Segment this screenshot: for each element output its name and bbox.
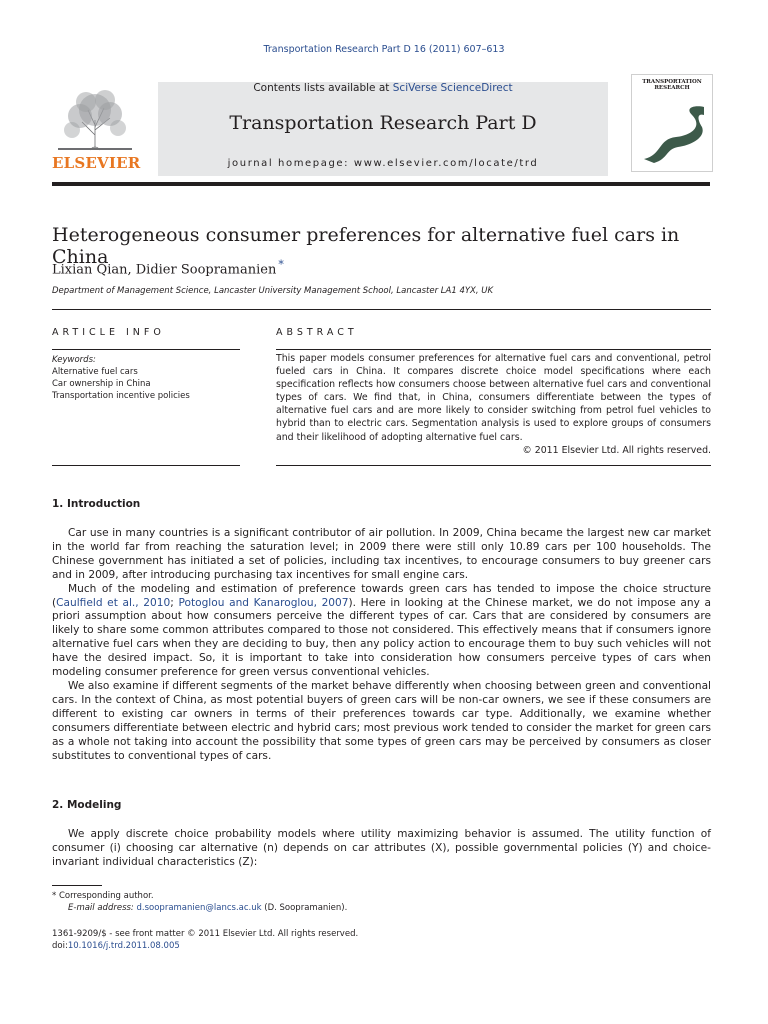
contents-availability-line [158, 82, 608, 94]
footnote-rule [52, 885, 102, 886]
citation-link[interactable]: Potoglou and Kanaroglou, 2007 [178, 596, 349, 609]
journal-cover-thumbnail [631, 74, 713, 172]
paragraph [52, 583, 711, 680]
abstract-text: This paper models consumer preferences for alternative fuel cars and conventional, petrol fueled cars in China. It compares discrete choice model specifications where each specification reflects how consumers choose between alternative fuel cars and conventional types of cars. We find that, in China, consumers differentiate between the types of alternative fuel cars and are more likely to consider switching from petrol fuel vehicles to hybrid than to electric cars. Segmentation analysis is used to explore groups of consumers and their likelihood of adopting alternative fuel cars. [276, 353, 711, 443]
cover-road-graphic [632, 75, 712, 171]
section-heading-modeling: 2. Modeling [52, 799, 122, 811]
keywords-block [52, 354, 240, 402]
doi-link[interactable]: 10.1016/j.trd.2011.08.005 [67, 941, 180, 951]
keyword-item: Alternative fuel cars [52, 367, 138, 377]
corresponding-author-mark[interactable]: * [278, 258, 284, 271]
article-info-bottom-rule [52, 465, 240, 466]
paragraph: We also examine if different segments of the market behave differently when choosing between green and conventional cars. In the context of China, as most potential buyers of green cars will be non-car owners, we see if these consumers are different to existing car owners in terms of their preferences towards car type. Additionally, we examine whether consumers differentiate between electric and hybrid cars; most previous work tended to consider the market for green cars as a whole not taking into account the possibility that some types of green cars may be perceived by consumers as closer substitutes to conventional types of cars. [52, 679, 711, 762]
contents-prefix: Contents lists available at [253, 82, 393, 94]
doi-line [52, 940, 711, 952]
cover-title: TRANSPORTATION RESEARCH [642, 79, 702, 91]
footnote-corresponding-text: Corresponding author. [58, 891, 154, 901]
email-label: E-mail address: [68, 903, 137, 913]
sciencedirect-link[interactable]: SciVerse ScienceDirect [392, 82, 513, 94]
abstract-block [276, 352, 711, 457]
keyword-item: Transportation incentive policies [52, 391, 190, 401]
abstract-label: ABSTRACT [276, 327, 358, 338]
article-title: Heterogeneous consumer preferences for alternative fuel cars in China [52, 224, 680, 268]
email-link[interactable]: d.soopramanien@lancs.ac.uk [136, 903, 262, 913]
journal-title: Transportation Research Part D [229, 112, 537, 134]
header-rule [52, 182, 710, 186]
footnote-mark: * [52, 891, 57, 901]
author-affiliation: Department of Management Science, Lancaster University Management School, Lancaster LA1 4YX, UK [52, 286, 494, 296]
paragraph: We apply discrete choice probability models where utility maximizing behavior is assumed. The utility function of consumer (i) choosing car alternative (n) depends on car attributes (X), possible governmental policies (Y) and choice-invariant individual characteristics (Z): [52, 828, 711, 868]
introduction-body [52, 527, 711, 763]
section-heading-introduction: 1. Introduction [52, 498, 141, 510]
email-suffix: (D. Soopramanien). [261, 903, 348, 913]
keywords-title: Keywords: [52, 355, 96, 365]
citation-link[interactable]: Caulfield et al., 2010 [56, 596, 171, 609]
article-info-rule [52, 349, 240, 350]
authors-text: Lixian Qian, Didier Soopramanien [52, 262, 277, 278]
publisher-wordmark: ELSEVIER [52, 154, 141, 172]
paragraph: Car use in many countries is a significant contributor of air pollution. In 2009, China became the largest new car market in the world far from reaching the saturation level; in 2009 there were still only 10.89 cars per 100 households. The Chinese government has initiated a set of policies, including tax incentives, to encourage consumers to buy greener cars and in 2009, after introducing purchasing tax incentives for small engine cars. [52, 527, 711, 581]
journal-homepage[interactable]: journal homepage: www.elsevier.com/locate/trd [227, 158, 539, 169]
citation-separator: ; [170, 596, 179, 609]
author-list [52, 258, 284, 277]
footnote-corresponding [52, 890, 711, 902]
paragraph-text: ). Here in looking at the Chinese market, we do not impose any a priori assumption about how consumers perceive the different types of car. Cars that are considered by consumers are likely to share some common attributes compared to those not considered. This effectively means that if consumers ignore alternative fuel cars when they are deciding to buy, then any policy action to encourage them to buy such vehicles will not have the desired impact. So, it is important to take into consideration how consumers perceive types of cars when modeling consumer preference for green versus conventional vehicles. [52, 596, 711, 679]
paragraph-text: Much of the modeling and estimation of preference towards green cars has tended to impose the choice structure ( [52, 582, 711, 609]
footnote-block [52, 890, 711, 914]
abstract-rule [276, 349, 711, 350]
modeling-body [52, 828, 711, 870]
footnote-email [52, 902, 711, 914]
title-rule [52, 309, 711, 310]
doi-label: doi: [52, 941, 68, 951]
page-footer [52, 928, 711, 952]
article-info-label: ARTICLE INFO [52, 327, 165, 338]
issn-line: 1361-9209/$ - see front matter © 2011 Elsevier Ltd. All rights reserved. [52, 929, 359, 939]
abstract-copyright: © 2011 Elsevier Ltd. All rights reserved. [522, 444, 711, 456]
abstract-bottom-rule [276, 465, 711, 466]
journal-header-banner [158, 82, 608, 176]
keyword-item: Car ownership in China [52, 379, 151, 389]
journal-reference[interactable]: Transportation Research Part D 16 (2011) 607–613 [263, 44, 505, 55]
